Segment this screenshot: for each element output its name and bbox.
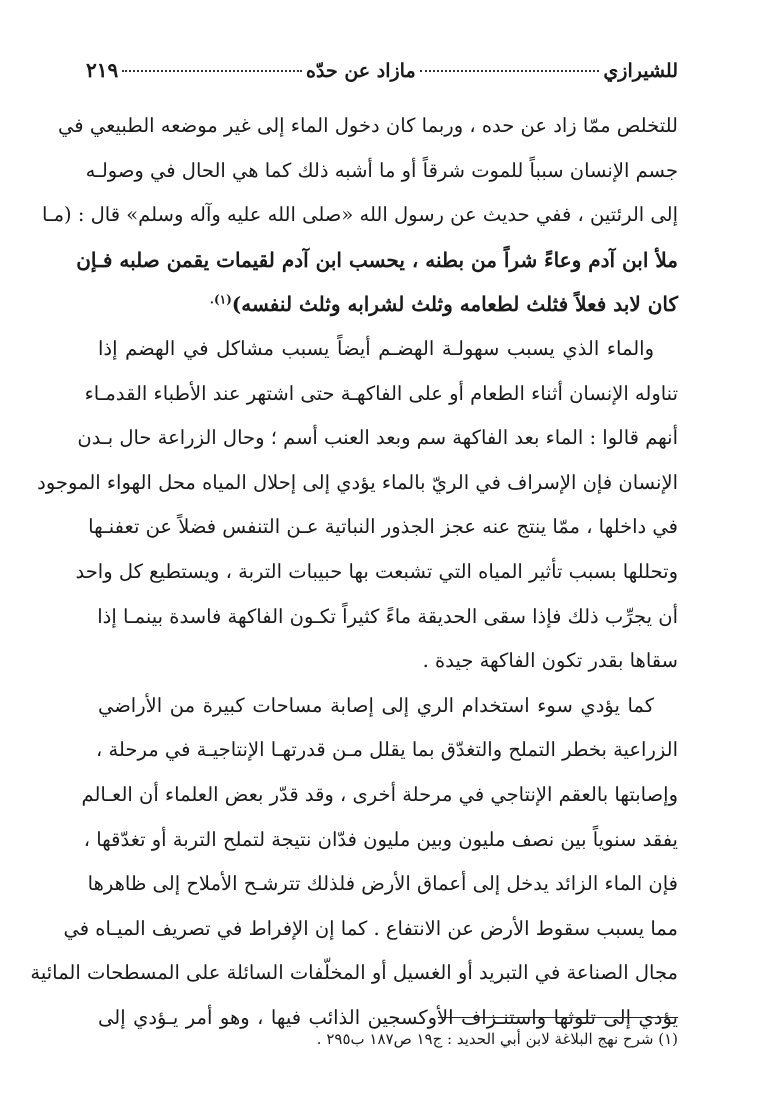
text-line: كما يؤدي سوء استخدام الري إلى إصابة مساحات كبيرة من الأراضي (98, 693, 654, 717)
text-line: الإنسان فإن الإسراف في الريّ بالماء يؤدي إلى إحلال المياه محل الهواء الموجود (37, 470, 678, 494)
hadith-line-end (98, 282, 678, 327)
text-line: يفقد سنوياً بين نصف مليون وبين مليون فدّان نتيجة لتملح التربة أو تغدّقها ، (83, 827, 678, 851)
text-line: تناوله الإنسان أثناء الطعام أو على الفاكهـة حتى اشتهر عند الأطباء القدمـاء (84, 381, 678, 405)
text-line: إلى الرئتين ، ففي حديث عن رسول الله «صلى الله عليه وآله وسلم» قال : (مـا (41, 203, 678, 227)
text-line: يؤدي إلى تلوثها واستنـزاف الأوكسجين الذائب فيها ، وهو أمر يـؤدي إلى (98, 1005, 678, 1029)
text-line: وإصابتها بالعقم الإنتاجي في مرحلة أخرى ، وقد قدّر بعض العلماء أن العـالم (81, 782, 678, 806)
text-line: مما يسبب سقوط الأرض عن الانتفاع . كما إن الإفراط في تصريف الميـاه في (63, 916, 678, 940)
text-line: مجال الصناعة في التبريد أو الغسيل أو المخلّفات السائلة على المسطحات المائية (30, 961, 678, 985)
text-line: أن يجرِّب ذلك فإذا سقى الحديقة ماءً كثيراً تكـون الفاكهة فاسدة بينمـا إذا (97, 604, 678, 628)
text-line: فإن الماء الزائد يدخل إلى أعماق الأرض فلذلك تترشـح الأملاح إلى ظاهرها (87, 872, 678, 896)
running-head (86, 58, 678, 86)
text-line: وتحللها بسبب تأثير المياه التي تشبعت بها حبيبات التربة ، ويستطيع كل واحد (75, 559, 678, 583)
hadith-line: ملأ ابن آدم وعاءً شراً من بطنه ، يحسب ابن آدم لقيمات يقمن صلبه فـإن (76, 247, 678, 272)
text-line: في داخلها ، ممّا ينتج عنه عجز الجذور النباتية عـن التنفس فضلاً عن تعفنـها (88, 515, 678, 539)
footnote-marker: (١). (209, 292, 232, 307)
leader-dots (122, 70, 302, 72)
leader-dots (420, 70, 600, 72)
text-line: أنهم قالوا : الماء بعد الفاكهة سم وبعد العنب أسم ؛ وحال الزراعة حال بـدن (77, 426, 678, 450)
footnote-divider (438, 1017, 678, 1018)
page-number: ٢١٩ (86, 58, 119, 82)
body-text (30, 104, 678, 1040)
running-head-author: للشيرازي (603, 60, 678, 82)
hadith-text: كان لابد فعلاً فثلث لطعامه وثلث لشرابه وثلث لنفسه) (231, 292, 678, 317)
text-line: للتخلص ممّا زاد عن حده ، وربما كان دخول الماء إلى غير موضعه الطبيعي في (58, 114, 678, 137)
text-line: جسم الإنسان سبباً للموت شرقاً أو ما أشبه ذلك كما هي الحال في وصولـه (85, 158, 678, 182)
text-line: والماء الذي يسبب سهولـة الهضـم أيضاً يسبب مشاكل في الهضم إذا (98, 336, 654, 360)
text-line: سقاها بقدر تكون الفاكهة جيدة . (422, 649, 678, 673)
running-head-title: مازاد عن حدّه (306, 60, 416, 82)
text-line: الزراعية بخطر التملح والتغدّق بما يقلل مـن قدرتهـا الإنتاجيـة في مرحلة ، (95, 738, 678, 762)
footnote: (١) شرح نهج البلاغة لابن أبي الحديد : ج١٩ ص١٨٧ ب٢٩٥ . (316, 1030, 678, 1048)
